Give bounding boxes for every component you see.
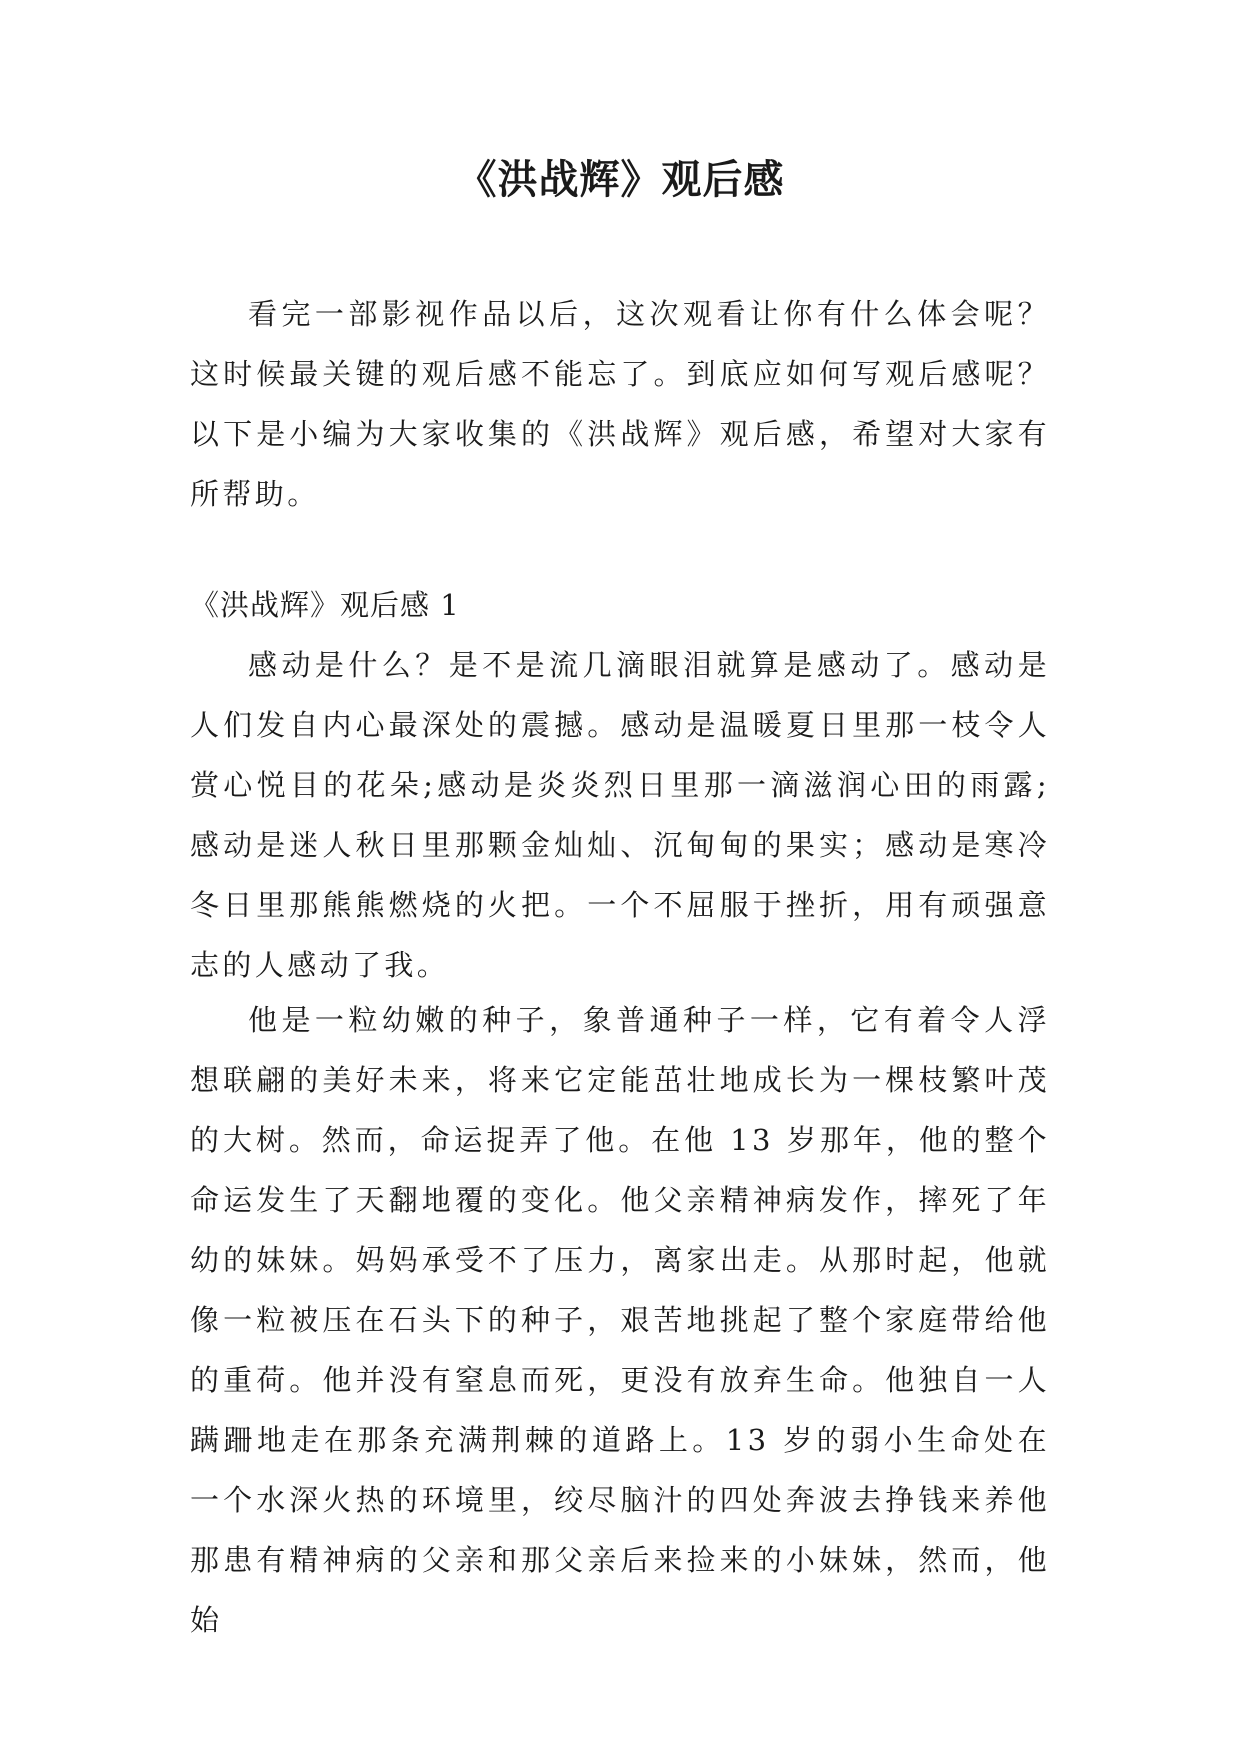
intro-paragraph: 看完一部影视作品以后，这次观看让你有什么体会呢？这时候最关键的观后感不能忘了。到底应如何写观后感呢？以下是小编为大家收集的《洪战辉》观后感，希望对大家有所帮助。 [190, 297, 1050, 511]
document-title: 《洪战辉》观后感 [456, 157, 785, 203]
body-paragraph: 他是一粒幼嫩的种子，象普通种子一样，它有着令人浮想联翩的美好未来，将来它定能茁壮地成长为一棵枝繁叶茂的大树。然而，命运捉弄了他。在他 13 岁那年，他的整个命运发生了天翻地覆的变化。他父亲精神病发作，摔死了年幼的妹妹。妈妈承受不了压力，离家出走。从那时起，他就像一粒被压在石头下的种子，艰苦地挑起了整个家庭带给他的重荷。他并没有窒息而死，更没有放弃生命。他独自一人蹒跚地走在那条充满荆棘的道路上。13 岁的弱小生命处在一个水深火热的环境里，绞尽脑汁的四处奔波去挣钱来养他那患有精神病的父亲和那父亲后来捡来的小妹妹，然而，他始 [190, 1003, 1050, 1637]
section-heading: 《洪战辉》观后感 1 [190, 588, 460, 622]
body-paragraph: 感动是什么？是不是流几滴眼泪就算是感动了。感动是人们发自内心最深处的震撼。感动是温暖夏日里那一枝令人赏心悦目的花朵;感动是炎炎烈日里那一滴滋润心田的雨露;感动是迷人秋日里那颗金灿灿、沉甸甸的果实；感动是寒冷冬日里那熊熊燃烧的火把。一个不屈服于挫折，用有顽强意志的人感动了我。 [190, 648, 1050, 982]
